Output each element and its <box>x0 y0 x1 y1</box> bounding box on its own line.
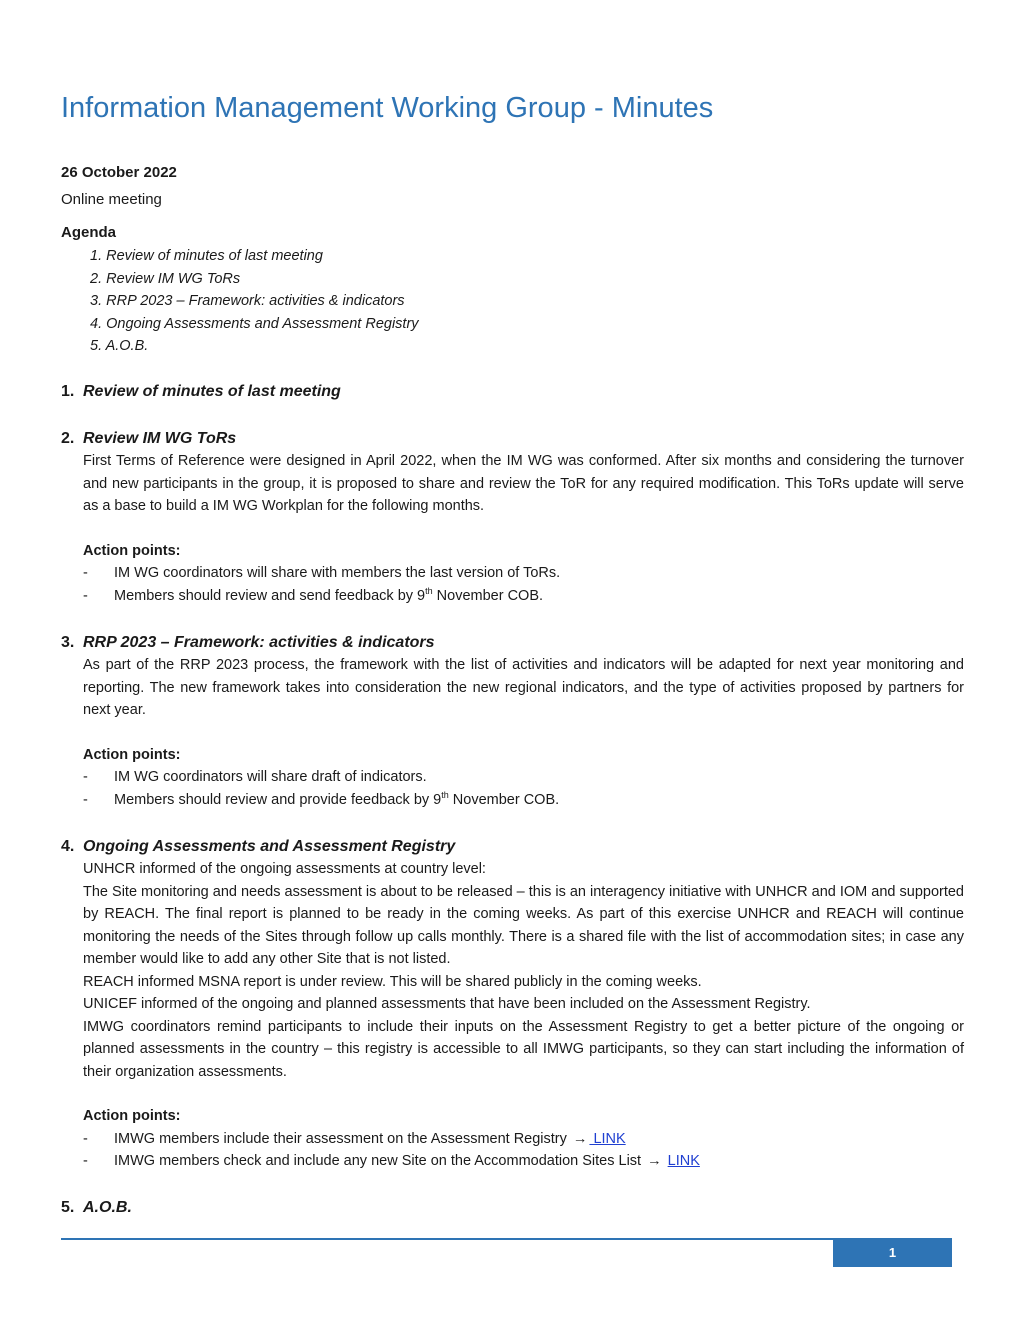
section-4 <box>61 836 964 1173</box>
section-body: First Terms of Reference were designed in April 2022, when the IM WG was conformed. After six months and considering the turnover and new participants in the group, it is proposed to share and review the ToR for any required modification. This ToRs update will serve as a base to build a IM WG Workplan for the following months. <box>83 453 964 514</box>
section-title: A.O.B. <box>83 1199 132 1216</box>
action-point-text: Members should review and provide feedback by 9 <box>114 791 442 808</box>
section-5 <box>61 1197 964 1219</box>
action-point-text: November COB. <box>432 587 544 604</box>
arrow-right-icon: → <box>572 1130 588 1147</box>
action-point <box>83 789 964 812</box>
action-points-list <box>83 766 964 811</box>
ordinal-suffix: th <box>441 789 449 800</box>
section-1 <box>61 381 964 403</box>
section-title: RRP 2023 – Framework: activities & indicators <box>83 634 435 651</box>
list-marker: - <box>83 791 88 808</box>
action-point-text: IM WG coordinators will share draft of indicators. <box>114 769 427 785</box>
accommodation-sites-link[interactable]: LINK <box>667 1153 700 1169</box>
action-point <box>83 1150 964 1173</box>
section-body: IMWG coordinators remind participants to include their inputs on the Assessment Registry to get a better picture of the ongoing or planned assessments in the country – this registry is accessible to all IMWG participants, so they can start including the information of their organization assessments. <box>83 1018 964 1080</box>
action-point-text: IMWG members include their assessment on the Assessment Registry <box>114 1130 567 1147</box>
action-point-text: IMWG members check and include any new Site on the Accommodation Sites List <box>114 1153 642 1169</box>
agenda-heading: Agenda <box>61 224 117 241</box>
list-marker: - <box>83 565 88 581</box>
meeting-type: Online meeting <box>61 191 162 208</box>
list-marker: - <box>83 1153 88 1169</box>
list-marker: - <box>83 587 88 604</box>
action-point <box>83 1128 964 1151</box>
document-title: Information Management Working Group - Minutes <box>61 92 714 124</box>
section-body: As part of the RRP 2023 process, the framework with the list of activities and indicators will be adapted for next year monitoring and reporting. The new framework takes into consideration the new regional indicators, and the type of activities proposed by partners for next year. <box>83 657 964 718</box>
section-number: 1. <box>61 383 75 400</box>
section-number: 4. <box>61 838 75 855</box>
section-number: 5. <box>61 1199 75 1216</box>
action-point <box>83 562 964 585</box>
action-points-heading: Action points: <box>83 746 181 763</box>
section-title: Review of minutes of last meeting <box>83 383 341 400</box>
section-number: 3. <box>61 634 75 651</box>
action-points-list <box>83 562 964 607</box>
list-marker: - <box>83 1130 88 1147</box>
agenda-item: 2. Review IM WG ToRs <box>90 270 241 287</box>
action-point <box>83 766 964 789</box>
agenda-item: 5. A.O.B. <box>90 338 149 354</box>
section-heading <box>61 1197 964 1219</box>
list-marker: - <box>83 769 88 785</box>
section-line: UNICEF informed of the ongoing and planned assessments that have been included on the Assessment Registry. <box>83 996 811 1012</box>
agenda-list <box>90 245 419 358</box>
action-point-text: Members should review and send feedback by 9 <box>114 587 426 604</box>
section-line: REACH informed MSNA report is under review. This will be shared publicly in the coming weeks. <box>83 973 702 990</box>
action-point-text: IM WG coordinators will share with members the last version of ToRs. <box>114 565 561 581</box>
action-points-heading: Action points: <box>83 1108 181 1124</box>
footer-divider <box>61 1238 952 1240</box>
section-title: Ongoing Assessments and Assessment Registry <box>83 838 456 855</box>
assessment-registry-link[interactable]: LINK <box>589 1130 626 1147</box>
section-heading <box>61 632 964 654</box>
section-body: The Site monitoring and needs assessment is about to be released – this is an interagency initiative with UNHCR and IOM and supported by REACH. The final report is planned to be ready in the coming weeks. As part of this exercise UNHCR and REACH will continue monitoring the needs of the Sites through follow up calls monthly. There is a shared file with the list of accommodation sites; in case any member would like to add any other Site that is not listed. <box>83 883 964 967</box>
section-title: Review IM WG ToRs <box>83 430 237 447</box>
section-3 <box>61 632 964 811</box>
ordinal-suffix: th <box>425 585 433 596</box>
section-heading <box>61 836 964 858</box>
page-number: 1 <box>833 1239 952 1267</box>
action-points-list <box>83 1128 964 1173</box>
agenda-item: 1. Review of minutes of last meeting <box>90 248 323 264</box>
action-point-text: November COB. <box>448 791 560 808</box>
section-heading <box>61 381 964 403</box>
section-2 <box>61 428 964 607</box>
agenda-item: 4. Ongoing Assessments and Assessment Registry <box>90 315 419 332</box>
section-heading <box>61 428 964 450</box>
meeting-date: 26 October 2022 <box>61 164 177 181</box>
action-point <box>83 585 964 608</box>
agenda-item: 3. RRP 2023 – Framework: activities & indicators <box>90 293 405 309</box>
section-number: 2. <box>61 430 75 447</box>
section-line: UNHCR informed of the ongoing assessments at country level: <box>83 861 486 877</box>
arrow-right-icon: → <box>647 1153 662 1169</box>
action-points-heading: Action points: <box>83 542 181 559</box>
